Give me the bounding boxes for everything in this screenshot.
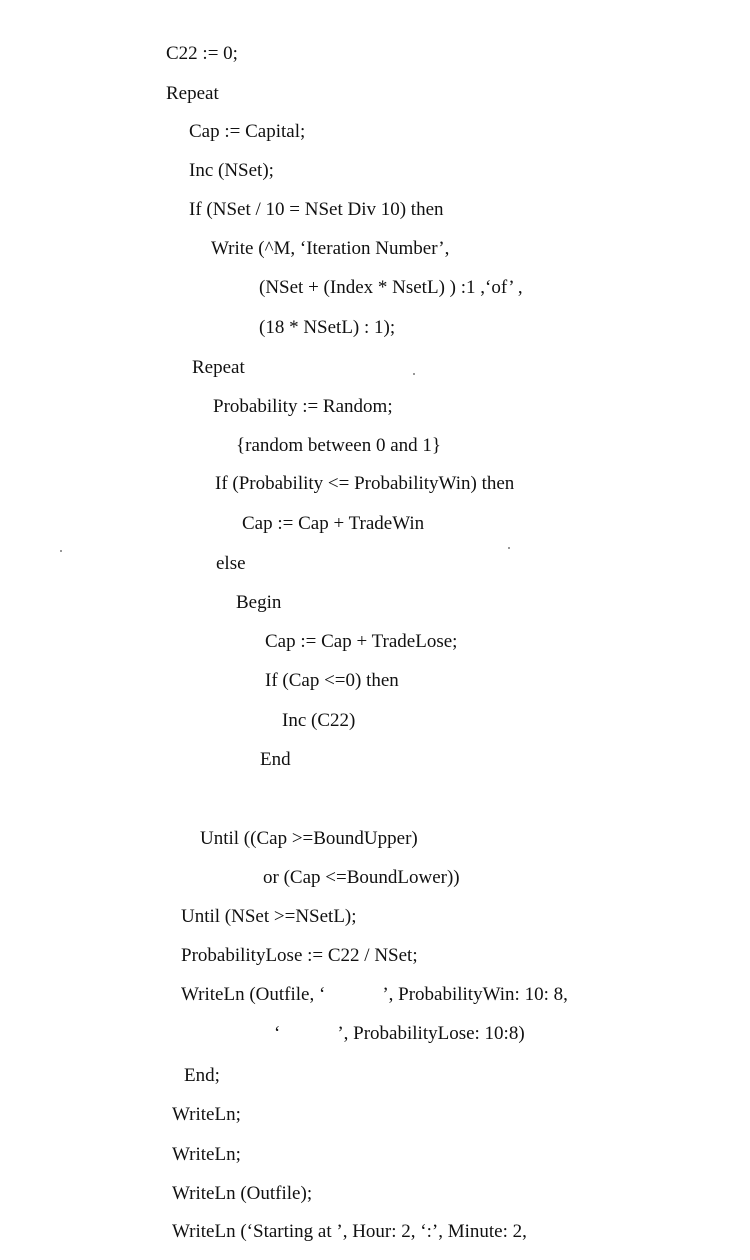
code-line: Begin bbox=[236, 592, 282, 613]
code-line: ProbabilityLose := C22 / NSet; bbox=[181, 945, 418, 966]
code-line: {random between 0 and 1} bbox=[236, 435, 442, 456]
code-line: WriteLn (Outfile, ‘ ’, ProbabilityWin: 10: 8, bbox=[181, 984, 568, 1005]
code-line: Until (NSet >=NSetL); bbox=[181, 906, 357, 927]
code-line: Write (^M, ‘Iteration Number’, bbox=[211, 238, 450, 259]
code-line: End; bbox=[184, 1065, 220, 1086]
code-line: ‘ ’, ProbabilityLose: 10:8) bbox=[274, 1023, 525, 1044]
code-line: WriteLn; bbox=[172, 1144, 241, 1165]
code-line: else bbox=[216, 553, 246, 574]
code-line: Repeat bbox=[192, 357, 245, 378]
code-line: Cap := Cap + TradeLose; bbox=[265, 631, 458, 652]
code-line: If (NSet / 10 = NSet Div 10) then bbox=[189, 199, 444, 220]
scan-speck bbox=[60, 550, 62, 552]
code-line: C22 := 0; bbox=[166, 43, 238, 64]
code-line: Cap := Capital; bbox=[189, 121, 306, 142]
code-line: WriteLn; bbox=[172, 1104, 241, 1125]
code-line: If (Probability <= ProbabilityWin) then bbox=[215, 473, 515, 494]
code-line: WriteLn (‘Starting at ’, Hour: 2, ‘:’, Minute: 2, bbox=[172, 1221, 527, 1242]
code-line: Repeat bbox=[166, 83, 219, 104]
code-line: Until ((Cap >=BoundUpper) bbox=[200, 828, 418, 849]
scan-speck bbox=[413, 373, 415, 375]
code-line: Inc (NSet); bbox=[189, 160, 274, 181]
code-line: Probability := Random; bbox=[213, 396, 393, 417]
code-line: End bbox=[260, 749, 291, 770]
code-line: Cap := Cap + TradeWin bbox=[242, 513, 425, 534]
scan-speck bbox=[508, 547, 510, 549]
code-line: If (Cap <=0) then bbox=[265, 670, 399, 691]
code-line: (NSet + (Index * NsetL) ) :1 ,‘of’ , bbox=[259, 277, 523, 298]
code-line: Inc (C22) bbox=[282, 710, 356, 731]
code-line: WriteLn (Outfile); bbox=[172, 1183, 313, 1204]
code-line: or (Cap <=BoundLower)) bbox=[263, 867, 460, 888]
code-line: (18 * NSetL) : 1); bbox=[259, 317, 396, 338]
